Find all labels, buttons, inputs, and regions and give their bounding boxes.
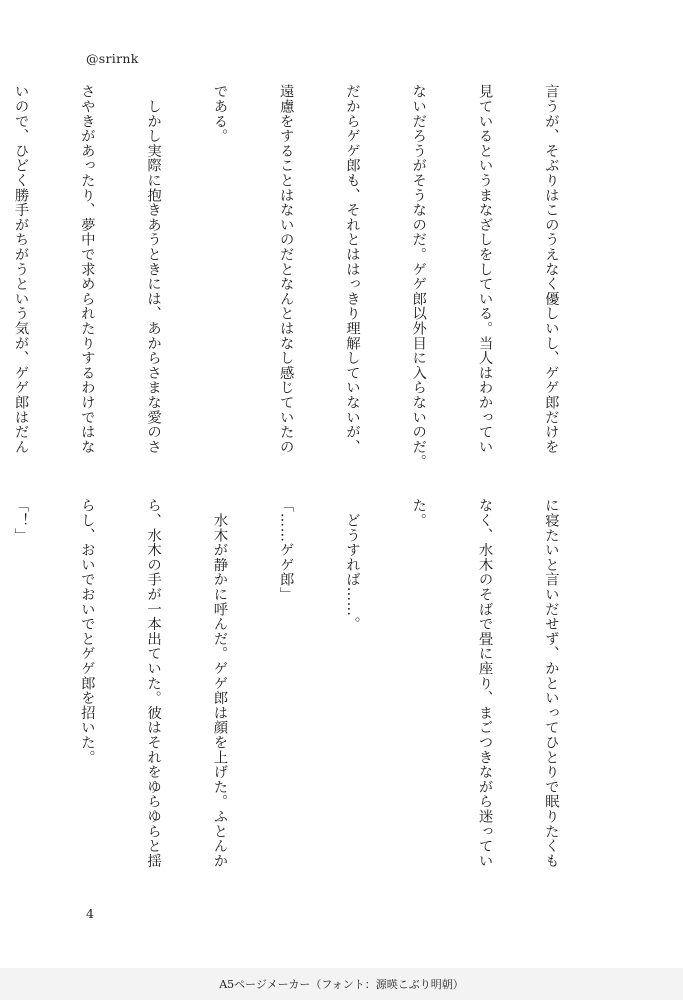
text-line: どうすれば……。 xyxy=(343,498,360,632)
text-line: さやきがあったり、夢中で求められたりするわけではな xyxy=(78,84,95,454)
footer-bar xyxy=(0,968,683,1000)
page-number: 4 xyxy=(86,906,94,921)
text-line: に寝たいと言いだせず、かといってひとりで眠りたくも xyxy=(542,498,559,868)
text-line: だからゲゲ郎も、それとははっきり理解していないが、 xyxy=(343,84,360,454)
text-block-bottom xyxy=(12,498,606,886)
text-line: 言うが、そぶりはこのうえなく優しいし、ゲゲ郎だけを xyxy=(542,84,559,454)
text-line: らし、おいでおいでとゲゲ郎を招いた。 xyxy=(78,498,95,765)
footer-caption: A5ページメーカー（フォント：源暎こぶり明朝） xyxy=(219,978,464,991)
text-line: 「！」 xyxy=(12,498,29,543)
text-line: 見ているというまなざしをしている。当人はわかってい xyxy=(476,84,493,454)
text-line: である。 xyxy=(211,84,228,144)
text-line: いので、ひどく勝手がちがうという気が、ゲゲ郎はだん xyxy=(12,84,29,454)
text-line: ないだろうがそうなのだ。ゲゲ郎以外目に入らないのだ。 xyxy=(410,84,427,469)
text-line: なく、水木のそばで畳に座り、まごつきながら迷ってい xyxy=(476,498,493,868)
text-line: 遠慮をすることはないのだとなんとはなし感じていたの xyxy=(277,84,294,454)
text-line: 「……ゲゲ郎」 xyxy=(277,498,294,602)
text-line: しかし実際に抱きあうときには、あからさまな愛のさ xyxy=(145,84,162,454)
text-block-top xyxy=(12,84,606,472)
author-handle: @srirnk xyxy=(86,51,139,66)
text-line: 水木が静かに呼んだ。ゲゲ郎は顔を上げた。ふとんか xyxy=(211,498,228,868)
text-line: ら、水木の手が一本出ていた。彼はそれをゆらゆらと揺 xyxy=(145,498,162,868)
text-line: た。 xyxy=(410,498,427,528)
